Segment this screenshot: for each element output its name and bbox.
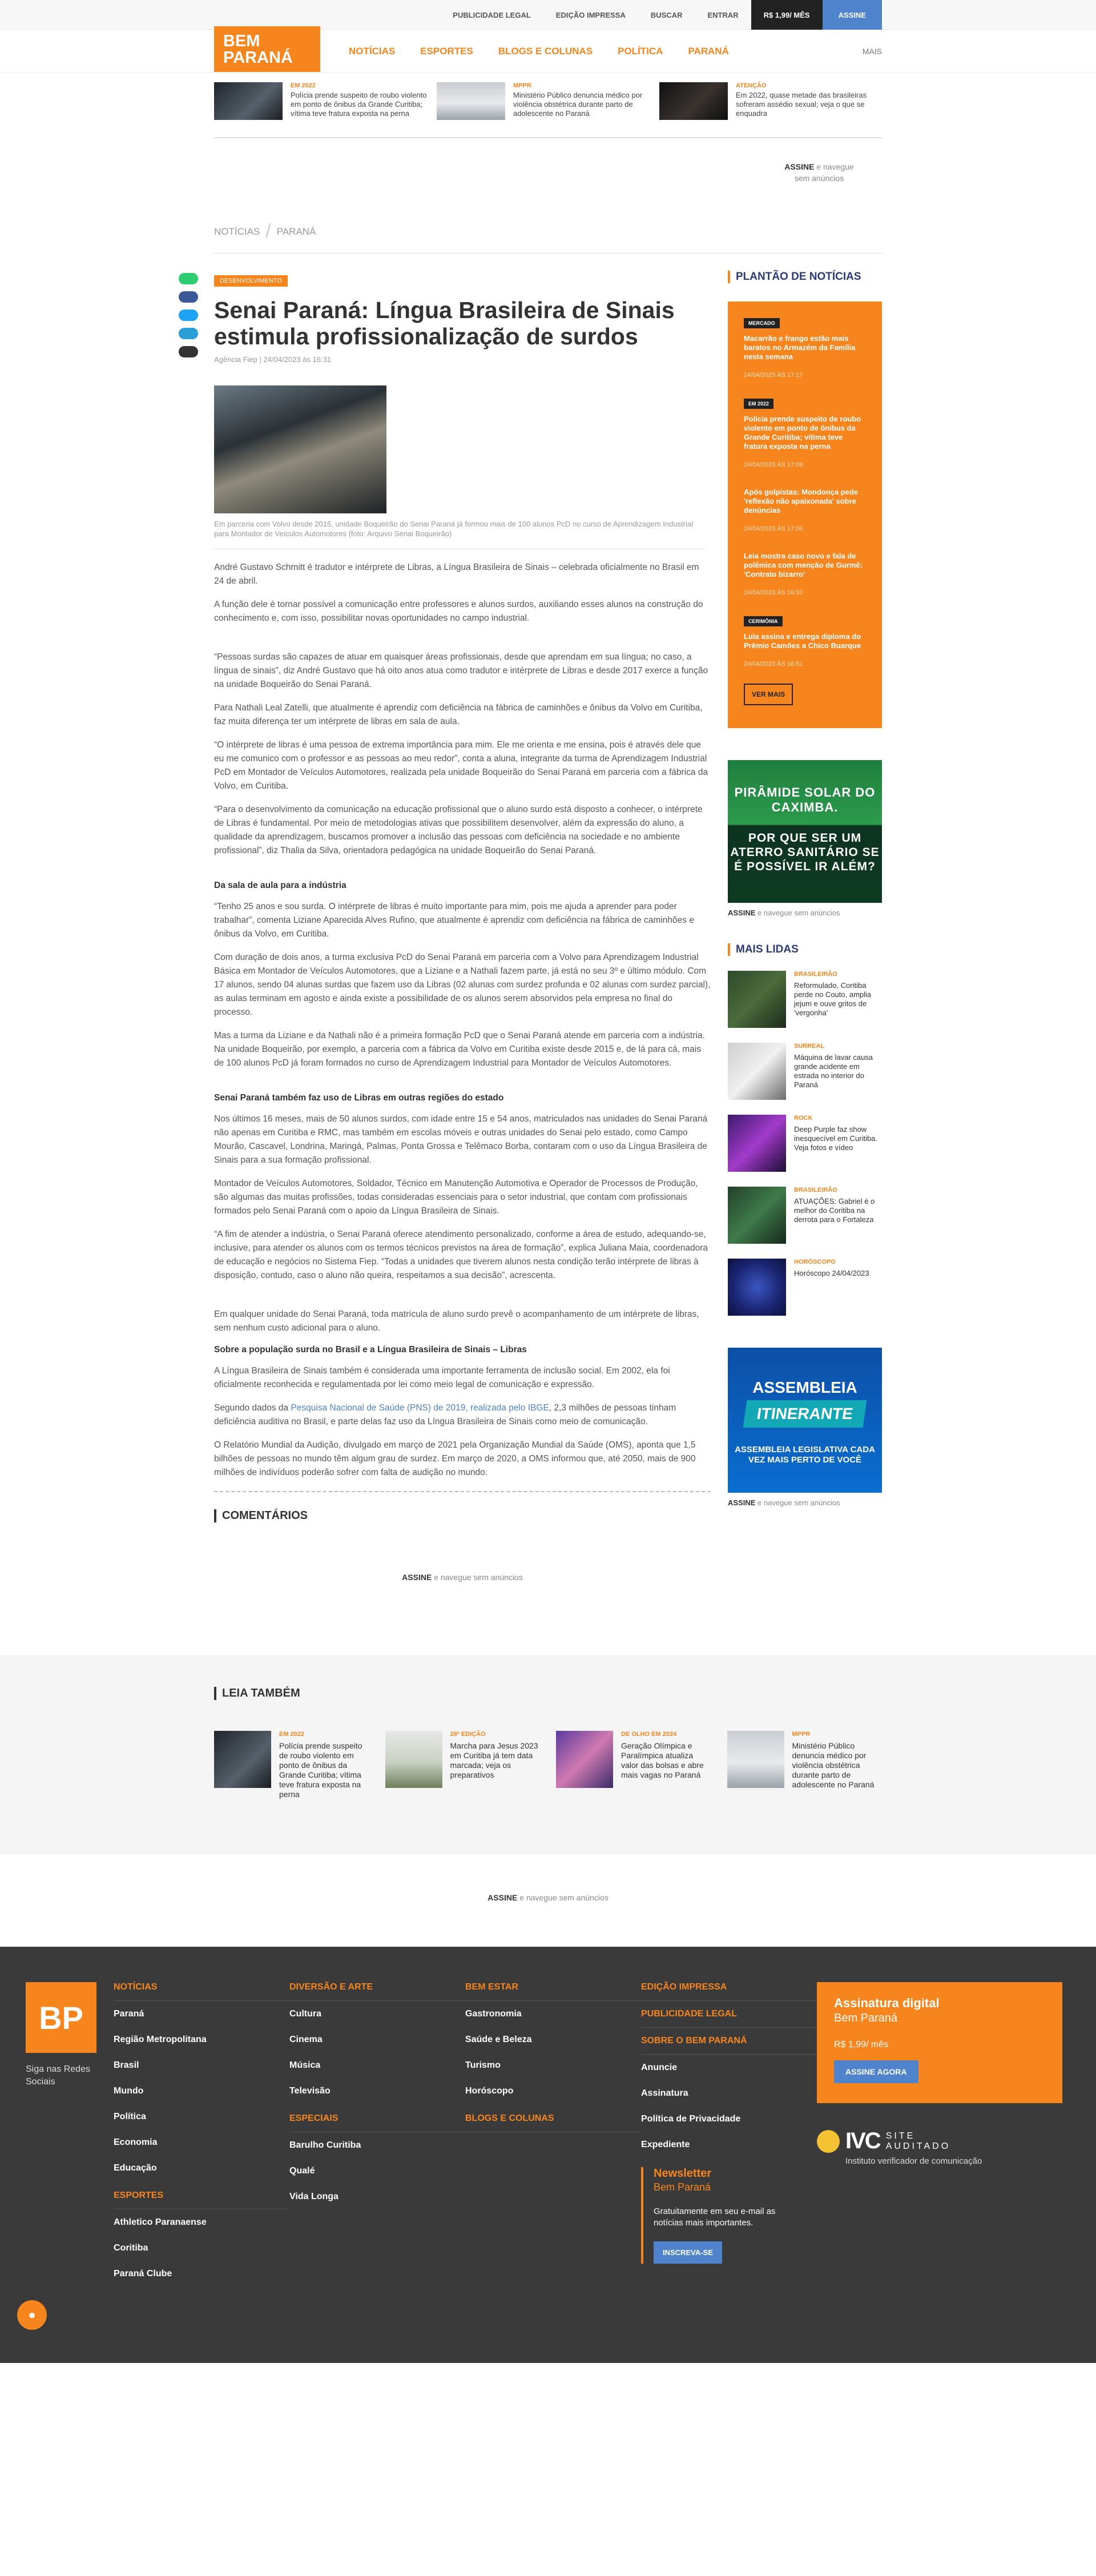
breadcrumb-parana[interactable]: PARANÁ [276, 226, 316, 237]
top-news-strip [214, 73, 882, 138]
leia-item-title: Geração Olímpica e Paralímpica atualiza valor das bolsas e abre mais vagas no Paraná [621, 1741, 704, 1779]
footer-heading[interactable]: ESPECIAIS [289, 2113, 465, 2132]
plantao-item[interactable] [744, 318, 866, 379]
paragraph: André Gustavo Schmitt é tradutor e intérprete de Libras, a Língua Brasileira de Sinais – celebrada oficialmente no Brasil em 24 de abril. [214, 562, 699, 586]
plantao-tag: MERCADO [744, 318, 780, 328]
plantao-item-title: Polícia prende suspeito de roubo violento em ponto de ônibus da Grande Curitiba; vítima teve fratura exposta na perna [744, 415, 861, 451]
plantao-item-title: Lula assina e entrega diploma do Prêmio Camões a Chico Buarque [744, 632, 861, 650]
mais-lidas-category: ROCK [794, 1115, 813, 1122]
ad-free-strong: ASSINE [728, 1498, 756, 1507]
chat-icon[interactable]: ● [17, 2300, 47, 2330]
logo-line1: BEM [223, 32, 260, 50]
footer-link[interactable]: Brasil [114, 2060, 139, 2070]
leia-item-title: Polícia prende suspeito de roubo violento em ponto de ônibus da Grande Curitiba; vítima teve fratura exposta na perna [279, 1741, 362, 1799]
paragraph: “Tenho 25 anos e sou surda. O intérprete de libras é muito importante para mim, pois me ajuda a aprender para poder trabalhar”, comenta Liziane Aparecida Alves Rufino, que atualmente é aprendiz com deficiência na fábrica de caminhões e ônibus da Volvo, em Curitiba. [214, 902, 694, 939]
ad-free-link[interactable] [773, 161, 865, 184]
mais-lidas-thumbnail [728, 1259, 786, 1316]
footer-column-sobre [641, 1982, 817, 2294]
strip-thumbnail [214, 82, 283, 120]
footer-link[interactable]: Coritiba [114, 2243, 148, 2253]
comments-heading: COMENTÁRIOS [214, 1509, 711, 1522]
article-body [214, 561, 711, 1480]
leia-tambem-title: LEIA TAMBÉM [214, 1687, 882, 1700]
sidebar [728, 254, 882, 1583]
entrar-link[interactable]: ENTRAR [707, 10, 739, 19]
publicidade-legal-link[interactable]: PUBLICIDADE LEGAL [453, 10, 531, 19]
leia-thumbnail [214, 1731, 271, 1788]
footer-heading[interactable]: BLOGS E COLUNAS [465, 2113, 641, 2132]
strip-item[interactable] [437, 82, 659, 120]
site-logo[interactable] [214, 26, 320, 72]
plantao-item[interactable] [744, 552, 866, 596]
photo-caption: Em parceria com Volvo desde 2015, unidade Boqueirão do Senai Paraná já formou mais de 100 alunos PcD no curso de Aprendizagem Industrial para Montador de Veículos Automotores (foto: Arquivo Senai Boqueirão) [214, 519, 705, 549]
nav-blogs[interactable]: BLOGS E COLUNAS [498, 46, 593, 57]
strip-title: Polícia prende suspeito de roubo violento em ponto de ônibus da Grande Curitiba; vítima teve fratura exposta na perna [291, 91, 427, 118]
ad-free-strong: ASSINE [784, 162, 815, 171]
footer-link[interactable]: Política [114, 2112, 146, 2121]
footer-link[interactable]: Economia [114, 2137, 158, 2147]
footer-link[interactable]: Saúde e Beleza [465, 2035, 532, 2044]
plantao-item[interactable] [744, 398, 866, 468]
plantao-item[interactable] [744, 616, 866, 668]
digital-subscription-box [817, 1982, 1062, 2103]
plantao-tag: EM 2022 [744, 399, 773, 409]
article-byline: Agência Fiep | 24/04/2023 às 16:31 [214, 355, 332, 364]
breadcrumb-separator: / [265, 220, 271, 242]
footer-link[interactable]: Mundo [114, 2086, 144, 2096]
paragraph: Mas a turma da Liziane e da Nathali não é a primeira formação PcD que o Senai Paraná atende em parceria com a indústria. Na unidade Boqueirão, por exemplo, a parceria com a fábrica da Volvo em Curitiba existe desde 2015 e, de lá para cá, mais de 100 alunos PcD já foram formados no curso de Aprendizagem Industrial para Montador de Veículos Automotores. [214, 1031, 705, 1068]
paragraph: “A fim de atender a indústria, o Senai Paraná oferece atendimento personalizado, conforme a área de estudo, adequando-se, inclusive, para atender os alunos com os termos técnicos previstos na área de formação”, explica Juliana Maia, coordenadora de educação e negócios no Sistema Fiep. “Todas a unidades que tiverem alunos nesta condição terão intérprete de libras à disposição, contudo, caso o aluno não queira, respeitamos a sua decisão”, acrescenta. [214, 1229, 708, 1280]
article-title: Senai Paraná: Língua Brasileira de Sinais estimula profissionalização de surdos [214, 297, 675, 349]
paragraph: Com duração de dois anos, a turma exclusiva PcD do Senai Paraná em parceria com a Volvo para Aprendizagem Industrial Básica em Montador de Veículos Automotores, que a Liziane e a Nathali fazem parte, já está no seu 3º e último módulo. Com 17 alunos, sendo 04 alunas surdas que fazem uso da Libras (02 alunas com surdez profunda e 02 alunas com surdez parcial), as aulas terminam em agosto e ainda existe a possibilidade de os alunos serem absorvidos pela empresa no final do processo. [214, 953, 711, 1017]
mais-lidas-title: MAIS LIDAS [728, 943, 882, 956]
mais-lidas-item[interactable] [728, 971, 882, 1028]
footer-link[interactable]: Anuncie [641, 2063, 678, 2072]
ad-free-line2: sem anúncios [794, 174, 844, 183]
newsletter-subtitle: Bem Paraná [654, 2181, 711, 2193]
leia-item-title: Ministério Público denuncia médico por violência obstétrica durante parto de adolescente no Paraná [792, 1741, 875, 1789]
mais-lidas-title-text: Deep Purple faz show inesquecível em Curitiba. Veja fotos e vídeo [794, 1125, 877, 1152]
ad-free-rest: e navegue sem anúncios [517, 1893, 609, 1902]
subscribe-now-button[interactable]: ASSINE AGORA [834, 2060, 918, 2083]
strip-thumbnail [659, 82, 728, 120]
breadcrumb-noticias[interactable]: NOTÍCIAS [214, 226, 260, 237]
paragraph: “Pessoas surdas são capazes de atuar em quaisquer áreas profissionais, desde que aprendam em sua língua; no caso, a língua de sinais”, diz André Gustavo que há oito anos atua como tradutor e intérprete de Libras e desde 2017 exerce a função na unidade Boqueirão do Senai Paraná. [214, 652, 708, 689]
ad-free-rest: e navegue sem anúncios [432, 1573, 523, 1582]
paragraph-part: Segundo dados da [214, 1403, 291, 1413]
ad-headline: PIRÂMIDE SOLAR DO CAXIMBA. [734, 785, 876, 814]
footer-column-noticias [114, 1982, 289, 2294]
footer-right [817, 1982, 1062, 2294]
footer-heading[interactable]: ESPORTES [114, 2191, 289, 2209]
newsletter-box [641, 2167, 795, 2264]
paragraph: Nos últimos 16 meses, mais de 50 alunos surdos, com idade entre 15 e 54 anos, matriculados nas unidades do Senai Paraná não apenas em Curitiba e RMC, mas também em escolas móveis e outras unidades do Senai pelo estado, como Campo Mourão, Cascavel, Londrina, Maringá, Palmas, Ponta Grossa e Telêmaco Borba, contaram com o uso da Língua Brasileira de Sinais para a sua formação profissional. [214, 1114, 708, 1165]
leia-tambem-list [214, 1731, 882, 1799]
edicao-impressa-link[interactable]: EDIÇÃO IMPRESSA [555, 10, 626, 19]
ivc-site-label: SITE [885, 2131, 916, 2141]
footer-link[interactable]: Cinema [289, 2035, 323, 2044]
nav-more[interactable]: MAIS [862, 47, 882, 56]
strip-category: MPPR [513, 82, 531, 89]
footer-link[interactable]: Música [289, 2060, 321, 2070]
plantao-item-title: Após golpistas: Mondonça pede 'reflexão não apaixonada' sobre denúncias [744, 488, 859, 515]
article [214, 254, 711, 1583]
paragraph: Em qualquer unidade do Senai Paraná, toda matrícula de aluno surdo prevê o acompanhamento de um intérprete de libras, sem nenhum custo adicional para o aluno. [214, 1309, 699, 1333]
footer-link[interactable]: Política de Privacidade [641, 2114, 741, 2124]
price-badge[interactable]: R$ 1,99/ MÊS [751, 0, 823, 30]
newsletter-subscribe-button[interactable]: INSCREVA-SE [654, 2241, 722, 2264]
paragraph-part: , 2,3 milhões de pessoas tinham deficiência auditiva no Brasil, e parte delas faz uso da Língua Brasileira de Sinais como meio de comunicação. [214, 1403, 676, 1426]
leia-tambem-section [0, 1655, 1096, 1854]
mais-lidas-title-text: Reformulado, Coritiba perde no Couto, amplia jejum e ouve gritos de 'vergonha' [794, 981, 872, 1017]
ad-headline: ASSEMBLEIA [752, 1379, 857, 1396]
ad-highlight: ITINERANTE [743, 1400, 867, 1428]
section-heading: Da sala de aula para a indústria [214, 881, 346, 890]
nav-politica[interactable]: POLÍTICA [618, 46, 663, 57]
article-tag[interactable]: DESENVOLVIMENTO [214, 275, 288, 287]
footer-link[interactable]: Paraná Clube [114, 2269, 172, 2278]
telegram-share-icon[interactable] [179, 328, 198, 339]
plantao-tag: CERIMÔNIA [744, 616, 783, 626]
ad-free-link[interactable] [214, 1572, 711, 1583]
ivc-sun-icon [817, 2130, 840, 2153]
footer-link[interactable]: Educação [114, 2163, 157, 2173]
newsletter-text: Gratuitamente em seu e-mail as notícias mais importantes. [654, 2207, 776, 2228]
facebook-share-icon[interactable] [179, 291, 198, 303]
main-navigation [0, 30, 1096, 73]
top-utility-bar [0, 0, 1096, 30]
pns-ibge-link[interactable]: Pesquisa Nacional de Saúde (PNS) de 2019, realizada pelo IBGE [291, 1403, 549, 1413]
leia-tambem-item[interactable] [214, 1731, 369, 1799]
leia-thumbnail [556, 1731, 613, 1788]
footer-link[interactable]: Televisão [289, 2086, 331, 2096]
footer-link[interactable]: Expediente [641, 2140, 690, 2149]
paragraph: “Para o desenvolvimento da comunicação na educação profissional que o aluno surdo está disposto a conhecer, o intérprete de Libras é fundamental. Por meio de metodologias ativas que possibilitem desenvolver, além da expressão do aluno, a qualidade da aprendizagem, buscamos promover a inclusão das pessoas com deficiência na sociedade e no ambiente profissional”, diz Thalia da Silva, orientadora pedagógica na unidade Boqueirão do Senai Paraná. [214, 805, 703, 855]
footer-heading[interactable]: NOTÍCIAS [114, 1982, 289, 2001]
whatsapp-share-icon[interactable] [179, 273, 198, 284]
ad-free-rest: e navegue sem anúncios [755, 1498, 840, 1507]
mais-lidas-item[interactable] [728, 1115, 882, 1172]
leia-tambem-item[interactable] [727, 1731, 883, 1799]
paragraph: Para Nathali Leal Zatelli, que atualmente é aprendiz com deficiência na fábrica de caminhões e ônibus da Volvo em Curitiba, faz muita diferença ter um intérprete de libras em sala de aula. [214, 703, 703, 726]
plantao-item[interactable] [744, 488, 866, 532]
footer-link[interactable]: Qualé [289, 2166, 315, 2176]
footer-logo[interactable]: BP [26, 1982, 96, 2053]
leia-tambem-item[interactable] [556, 1731, 711, 1799]
footer-link[interactable]: Assinatura [641, 2088, 688, 2098]
footer-link[interactable]: Paraná [114, 2009, 144, 2019]
strip-title: Em 2022, quase metade das brasileiras sofreram assédio sexual; veja o que se enquadra [736, 91, 867, 118]
leia-category: DE OLHO EM 2024 [621, 1731, 677, 1738]
mais-lidas-thumbnail [728, 1115, 786, 1172]
leia-tambem-item[interactable] [385, 1731, 541, 1799]
footer-link[interactable]: Cultura [289, 2009, 321, 2019]
ad-free-strong: ASSINE [402, 1573, 432, 1582]
breadcrumb [214, 220, 882, 254]
paragraph [214, 1401, 711, 1429]
mais-lidas-item[interactable] [728, 1043, 882, 1100]
ad-free-link[interactable] [728, 909, 882, 917]
ad-free-link[interactable] [728, 1498, 882, 1507]
ad-free-strong: ASSINE [487, 1893, 518, 1902]
leia-item-title: Marcha para Jesus 2023 em Curitiba já tem data marcada; veja os preparativos [450, 1741, 538, 1779]
ad-free-strong: ASSINE [728, 909, 756, 917]
ad-free-rest: e navegue [814, 162, 854, 171]
subscription-price: R$ 1,99/ mês [834, 2040, 889, 2049]
leia-category: 28ª EDIÇÃO [450, 1731, 486, 1738]
logo-line2: PARANÁ [223, 49, 293, 67]
subscription-title: Assinatura digital [834, 1996, 940, 2010]
mais-lidas-title-text: Máquina de lavar causa grande acidente em estrada no interior do Paraná [794, 1053, 873, 1089]
strip-title: Ministério Público denuncia médico por violência obstétrica durante parto de adolescente no Paraná [513, 91, 643, 118]
paragraph: A função dele é tornar possível a comunicação entre professores e alunos surdos, auxiliando esses alunos na construção do conhecimento e, com isso, possibilitar novas oportunidades no campo industrial. [214, 600, 703, 623]
ad-question: POR QUE SER UM ATERRO SANITÁRIO SE É POSSÍVEL IR ALÉM? [730, 831, 880, 873]
footer-link[interactable]: Horóscopo [465, 2086, 514, 2096]
ver-mais-button[interactable]: VER MAIS [744, 684, 793, 705]
footer-heading[interactable]: BEM ESTAR [465, 1982, 641, 2001]
section-heading: Sobre a população surda no Brasil e a Língua Brasileira de Sinais – Libras [214, 1345, 527, 1355]
footer-brand [26, 1982, 114, 2294]
mais-lidas-item[interactable] [728, 1259, 882, 1316]
footer-column-diversao [289, 1982, 465, 2294]
strip-item[interactable] [214, 82, 437, 120]
leia-thumbnail [727, 1731, 784, 1788]
article-divider [214, 1491, 711, 1492]
mais-lidas-thumbnail [728, 1043, 786, 1100]
plantao-item-date: 24/04/2023 ÀS 16:32 [744, 589, 803, 596]
ad-free-link[interactable] [0, 1854, 1096, 1947]
leia-category: EM 2022 [279, 1731, 305, 1738]
leia-thumbnail [385, 1731, 442, 1788]
subscribe-button[interactable]: ASSINE [823, 0, 882, 30]
nav-parana[interactable]: PARANÁ [688, 46, 729, 57]
footer-link[interactable]: Turismo [465, 2060, 501, 2070]
footer-link[interactable]: Região Metropolitana [114, 2035, 207, 2044]
link-share-icon[interactable] [179, 346, 198, 357]
footer-link[interactable]: Athletico Paranaense [114, 2217, 207, 2227]
paragraph: O Relatório Mundial da Audição, divulgado em março de 2021 pela Organização Mundial da Saúde (OMS), aponta que 1,5 bilhões de pessoas no mundo têm algum grau de surdez. Em março de 2020, a OMS informou que, até 2050, mais de 900 milhões de indivíduos poderão sofrer com falta de audição no mundo. [214, 1440, 696, 1477]
twitter-share-icon[interactable] [179, 310, 198, 321]
section-heading: Senai Paraná também faz uso de Libras em outras regiões do estado [214, 1093, 504, 1103]
nav-links [349, 46, 729, 57]
ivc-badge [817, 2128, 1062, 2154]
nav-esportes[interactable]: ESPORTES [420, 46, 473, 57]
article-photo [214, 385, 386, 513]
mais-lidas-thumbnail [728, 971, 786, 1028]
footer-heading[interactable]: PUBLICIDADE LEGAL [641, 2009, 817, 2028]
leia-category: MPPR [792, 1731, 811, 1738]
plantao-title: PLANTÃO DE NOTÍCIAS [728, 271, 882, 283]
strip-category: ATENÇÃO [736, 82, 767, 89]
ivc-logo: IVC [845, 2128, 880, 2153]
footer [0, 1947, 1096, 2363]
ad-tagline: ASSEMBLEIA LEGISLATIVA CADA VEZ MAIS PERTO DE VOCÊ [735, 1445, 875, 1465]
mais-lidas-category: SURREAL [794, 1043, 825, 1050]
mais-lidas-category: BRASILEIRÃO [794, 971, 837, 978]
footer-link[interactable]: Vida Longa [289, 2192, 339, 2201]
plantao-item-date: 24/04/2023 ÀS 16:51 [744, 661, 803, 668]
footer-link[interactable]: Barulho Curitiba [289, 2140, 361, 2150]
buscar-link[interactable]: BUSCAR [650, 10, 683, 19]
plantao-item-title: Leia mostra caso novo e fala de polêmica com menção de Gurmê: 'Contrato bizarro' [744, 552, 863, 578]
subscription-subtitle: Bem Paraná [834, 2012, 898, 2024]
nav-noticias[interactable]: NOTÍCIAS [349, 46, 396, 57]
share-buttons [179, 273, 198, 357]
plantao-item-title: Macarrão e frango estão mais baratos no Armazém da Família nesta semana [744, 334, 856, 361]
ivc-subtitle: Instituto verificador de comunicação [845, 2156, 982, 2166]
strip-item[interactable] [659, 82, 882, 120]
mais-lidas-category: HORÓSCOPO [794, 1259, 836, 1265]
plantao-item-date: 24/04/2023 ÀS 17:06 [744, 525, 803, 532]
mais-lidas-title-text: Horóscopo 24/04/2023 [794, 1269, 869, 1277]
mais-lidas-title-text: ATUAÇÕES: Gabriel é o melhor do Coritiba na derrota para o Fortaleza [794, 1197, 875, 1224]
paragraph: A Língua Brasileira de Sinais também é considerada uma importante ferramenta de inclusão social. Em 2002, ela foi oficialmente reconhecida e regulamentada por lei como meio legal de comunicação e expressão. [214, 1366, 670, 1389]
mais-lidas-item[interactable] [728, 1187, 882, 1244]
ivc-audited-label: AUDITADO [885, 2141, 951, 2151]
footer-link[interactable]: Gastronomia [465, 2009, 522, 2019]
advertisement-banner[interactable] [728, 760, 882, 903]
advertisement-banner[interactable] [728, 1348, 882, 1493]
paragraph: “O intérprete de libras é uma pessoa de extrema importância para mim. Ele me orienta e me ensina, pois é através dele que eu me comunico com o professor e as pessoas ao meu redor”, conta a aluna, integrante da turma de Aprendizagem Industrial PcD em Montador de Veículos Automotores, realizada pela unidade Boqueirão do Senai Paraná em parceria com a fábrica da Volvo, em Curitiba. [214, 740, 708, 791]
footer-heading[interactable]: SOBRE O BEM PARANÁ [641, 2036, 817, 2055]
footer-heading[interactable]: EDIÇÃO IMPRESSA [641, 1982, 817, 2001]
plantao-item-date: 24/04/2023 ÀS 17:09 [744, 461, 803, 468]
footer-column-bem-estar [465, 1982, 641, 2294]
newsletter-title: Newsletter [654, 2167, 712, 2180]
follow-social-text: Siga nas Redes Sociais [26, 2064, 90, 2087]
paragraph: Montador de Veículos Automotores, Soldador, Técnico em Manutenção Automotiva e Operador de Processos de Produção, são algumas das muitas profissões, todas consideradas essenciais para o setor industrial, que contam com profissionais formados pelo Senai Paraná com o apoio da Língua Brasileira de Sinais. [214, 1179, 698, 1216]
plantao-item-date: 24/04/2023 ÀS 17:17 [744, 372, 803, 379]
ad-free-rest: e navegue sem anúncios [755, 909, 840, 917]
strip-thumbnail [437, 82, 505, 120]
mais-lidas-category: BRASILEIRÃO [794, 1187, 837, 1193]
footer-heading[interactable]: DIVERSÃO E ARTE [289, 1982, 465, 2001]
plantao-box [728, 302, 882, 728]
strip-category: EM 2022 [291, 82, 316, 89]
mais-lidas-thumbnail [728, 1187, 786, 1244]
mais-lidas [728, 943, 882, 1316]
